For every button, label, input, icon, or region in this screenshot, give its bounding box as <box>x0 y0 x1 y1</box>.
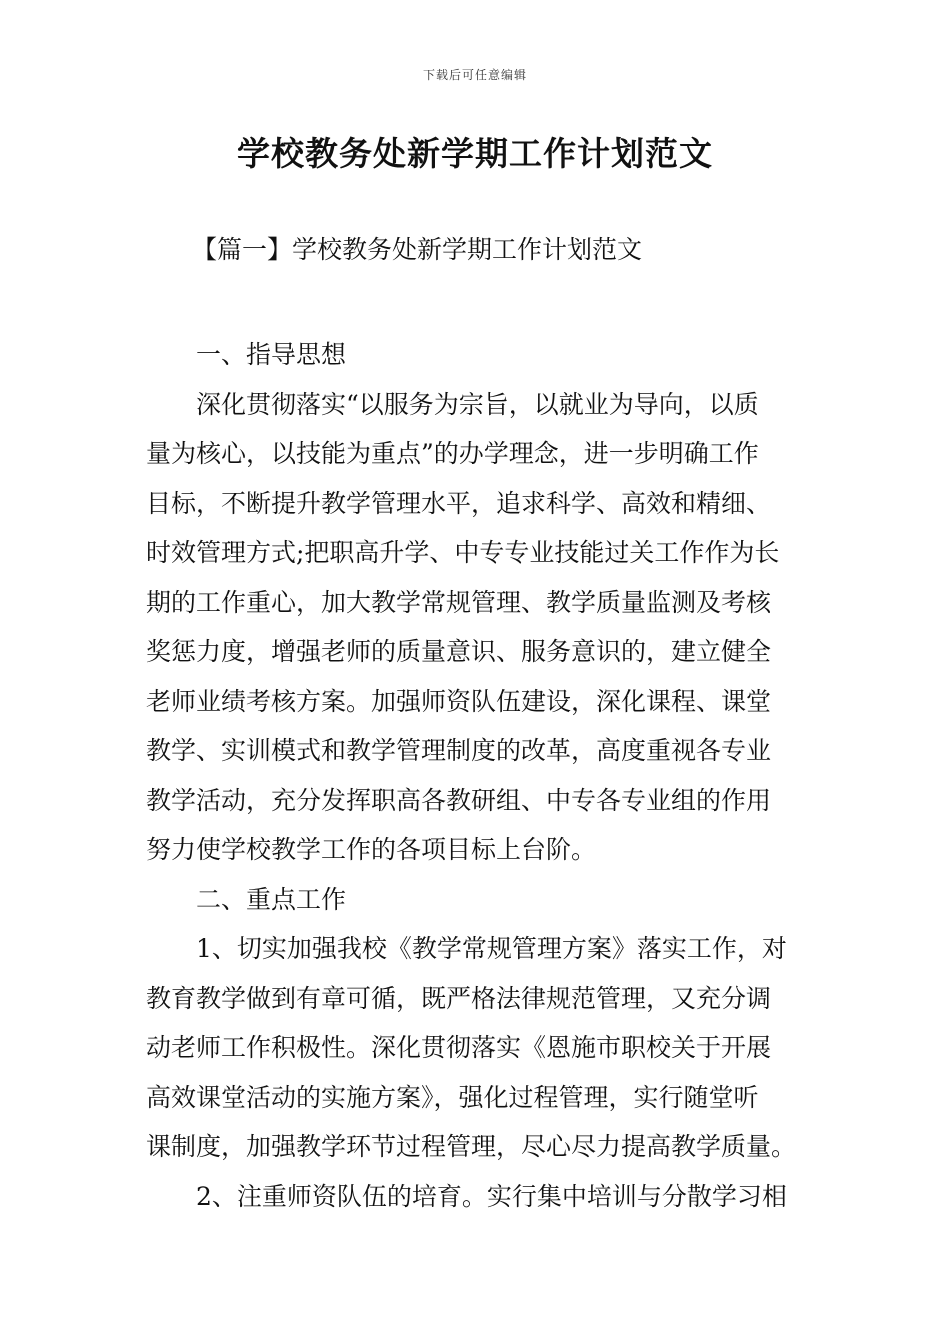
paragraph-line: 努力使学校教学工作的各项目标上台阶。 <box>146 835 597 864</box>
paragraph-line: 一、指导思想 <box>196 340 347 369</box>
paragraph-line: 动老师工作积极性。深化贯彻落实《恩施市职校关于开展 <box>146 1033 772 1062</box>
paragraph-line: 1、切实加强我校《教学常规管理方案》落实工作，对 <box>196 934 787 963</box>
paragraph-line: 老师业绩考核方案。加强师资队伍建设，深化课程、课堂 <box>146 686 772 716</box>
paragraph-line: 教学活动，充分发挥职高各教研组、中专各专业组的作用 <box>146 785 772 815</box>
document-body <box>146 330 806 1221</box>
paragraph-line: 量为核心，以技能为重点”的办学理念，进一步明确工作 <box>146 439 759 468</box>
section-heading: 【篇一】学校教务处新学期工作计划范文 <box>192 235 643 264</box>
paragraph-line: 高效课堂活动的实施方案》，强化过程管理，实行随堂听 <box>146 1082 759 1112</box>
paragraph-line: 2、注重师资队伍的培育。实行集中培训与分散学习相 <box>196 1181 787 1211</box>
paragraph-line: 教学、实训模式和教学管理制度的改革，高度重视各专业 <box>146 736 772 765</box>
paragraph-line: 奖惩力度，增强老师的质量意识、服务意识的，建立健全 <box>146 637 772 666</box>
paragraph-line: 深化贯彻落实“以服务为宗旨，以就业为导向，以质 <box>196 389 759 419</box>
header-note: 下载后可任意编辑 <box>422 68 527 82</box>
paragraph-line: 教育教学做到有章可循，既严格法律规范管理，又充分调 <box>146 983 772 1013</box>
paragraph-line: 时效管理方式;把职高升学、中专专业技能过关工作作为长 <box>146 538 780 567</box>
paragraph-line: 二、重点工作 <box>196 884 347 914</box>
paragraph-line: 目标，不断提升教学管理水平，追求科学、高效和精细、 <box>146 488 772 518</box>
document-title: 学校教务处新学期工作计划范文 <box>237 134 713 173</box>
paragraph-line: 课制度，加强教学环节过程管理，尽心尽力提高教学质量。 <box>146 1132 797 1161</box>
paragraph-line: 期的工作重心，加大教学常规管理、教学质量监测及考核 <box>146 587 772 617</box>
